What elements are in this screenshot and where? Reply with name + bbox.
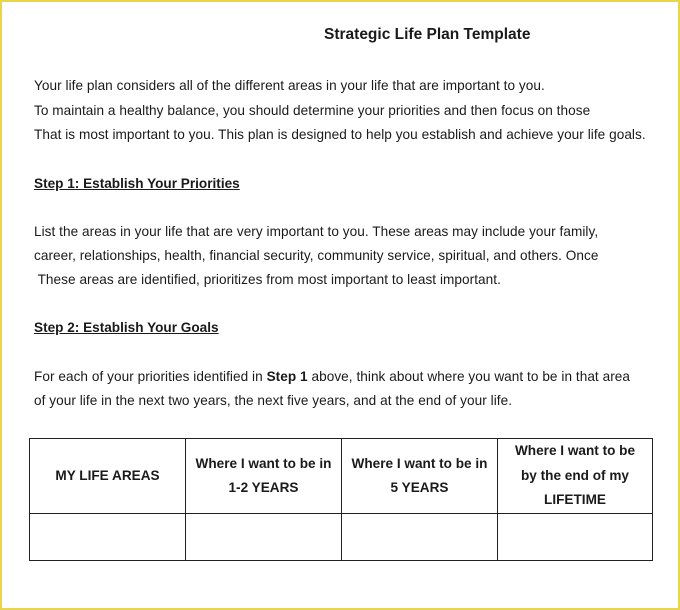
- table-header-row: [30, 439, 653, 514]
- header-life-areas: [30, 439, 186, 514]
- step2-line-2: of your life in the next two years, the next five years, and at the end of your life.: [34, 393, 513, 408]
- step1-line-3: These areas are identified, prioritizes from most important to least important.: [34, 272, 501, 287]
- table-cell-5-years[interactable]: [342, 514, 498, 561]
- header-5-years: [342, 439, 498, 514]
- step1-line-1: List the areas in your life that are very important to you. These areas may include your family,: [34, 224, 599, 239]
- table-row: [30, 514, 653, 561]
- step1-line-2: career, relationships, health, financial security, community service, spiritual, and others. Once: [34, 248, 599, 263]
- header-text: Where I want to be: [514, 443, 636, 459]
- header-1-2-years: [186, 439, 342, 514]
- intro-line-2: To maintain a healthy balance, you should determine your priorities and then focus on those: [34, 103, 591, 118]
- header-text: Where I want to be in: [195, 455, 332, 471]
- header-text: 1-2 YEARS: [228, 480, 299, 495]
- intro-line-1: Your life plan considers all of the different areas in your life that are important to you.: [34, 78, 545, 93]
- header-text: Where I want to be in: [351, 455, 488, 471]
- step2-text: above, think about where you want to be in that area: [307, 369, 630, 384]
- life-plan-table: [29, 438, 653, 561]
- step1-heading: Step 1: Establish Your Priorities: [34, 176, 240, 191]
- step2-bold-ref: Step 1: [266, 369, 308, 384]
- document-title: Strategic Life Plan Template: [324, 26, 531, 43]
- header-text: 5 YEARS: [390, 480, 449, 495]
- table-cell-life-area[interactable]: [30, 514, 186, 561]
- step2-text: For each of your priorities identified in: [34, 369, 267, 384]
- header-text: LIFETIME: [544, 492, 606, 508]
- table-cell-1-2-years[interactable]: [186, 514, 342, 561]
- step2-line-1: [34, 369, 630, 384]
- step2-heading: Step 2: Establish Your Goals: [34, 320, 219, 335]
- header-lifetime: [498, 439, 653, 514]
- header-text: by the end of my: [520, 467, 629, 483]
- header-text: MY LIFE AREAS: [55, 467, 160, 483]
- table-cell-lifetime[interactable]: [498, 514, 653, 561]
- intro-line-3: That is most important to you. This plan is designed to help you establish and achieve your life goals.: [34, 127, 646, 142]
